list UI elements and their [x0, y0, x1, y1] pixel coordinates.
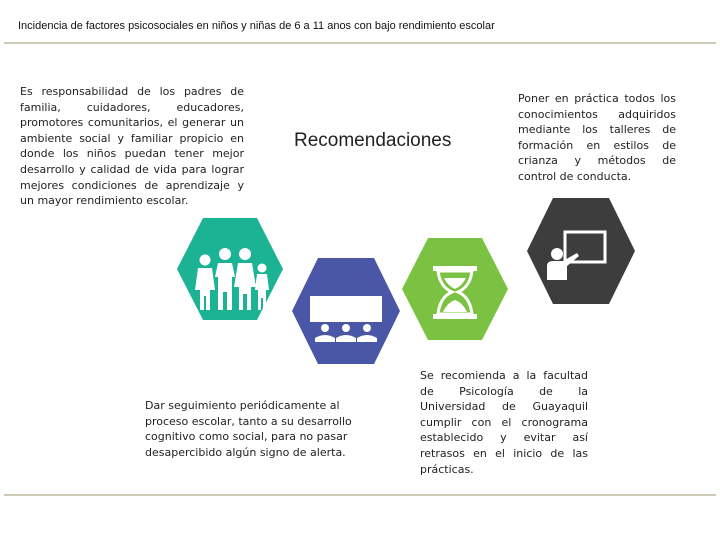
audience-presentation-icon [290, 256, 402, 366]
hourglass-icon [400, 236, 510, 342]
teacher-board-icon [525, 196, 637, 306]
recommendation-1: Es responsabilidad de los padres de familia, cuidadores, educadores, promotores comunitarios, el generar un ambiente social y familiar propicio en donde los niños puedan tener mejor desarrollo y calidad de vida para lograr mejores condiciones de aprendizaje y un mayor rendimiento escolar. [20, 85, 244, 208]
recommendation-3: Dar seguimiento periódicamente al proceso escolar, tanto a su desarrollo cognitivo como social, para no pasar desapercibido algún signo de alerta. [145, 399, 352, 459]
page-title: Incidencia de factores psicosociales en niños y niñas de 6 a 11 anos con bajo rendimiento escolar [18, 20, 495, 32]
top-divider [4, 42, 716, 44]
recommendation-4: Se recomienda a la facultad de Psicología de la Universidad de Guayaquil cumplir con el cronograma establecido y evitar así retrasos en el inicio de las prácticas. [420, 369, 588, 476]
teacher-hexagon [527, 198, 635, 304]
recommendation-2: Poner en práctica todos los conocimientos adquiridos mediante los talleres de formación en estilos de crianza y métodos de control de conducta. [518, 92, 676, 183]
bottom-divider [4, 494, 716, 496]
family-icon [175, 216, 285, 322]
center-title: Recomendaciones [294, 130, 452, 151]
